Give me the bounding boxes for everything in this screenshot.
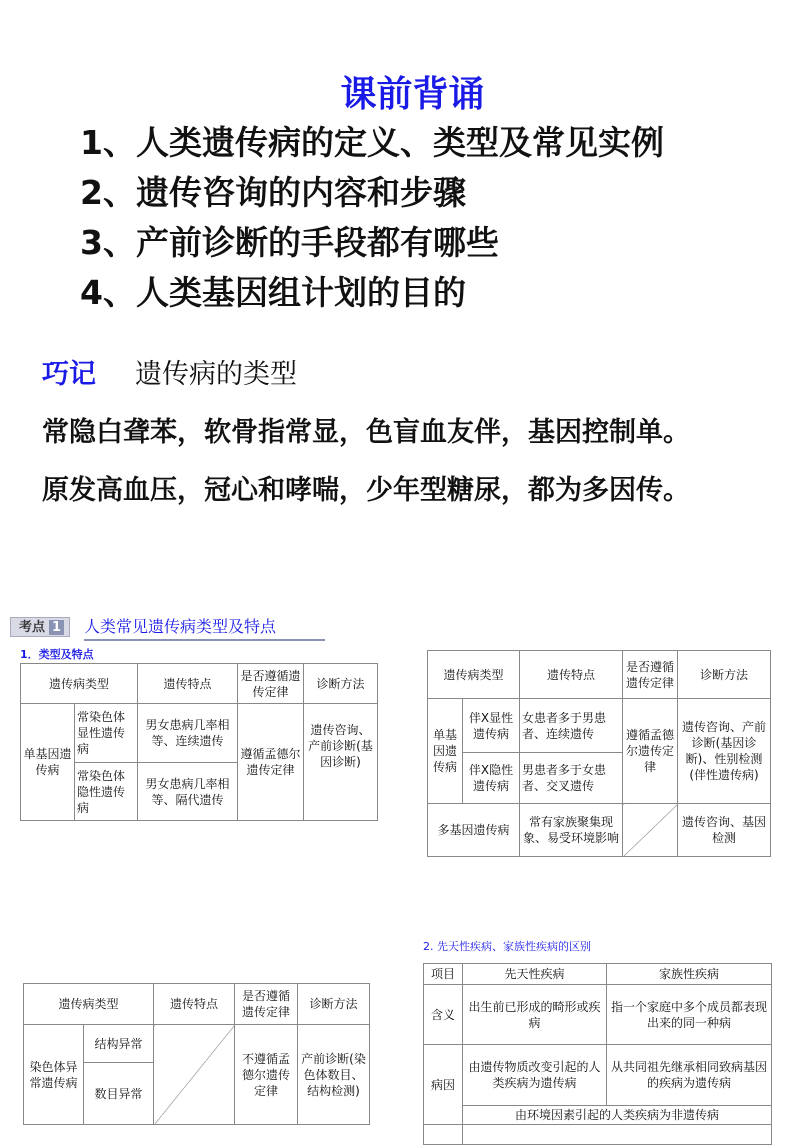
subheading: 1．类型及特点 bbox=[20, 648, 94, 661]
section-title: 人类常见遗传病类型及特点 bbox=[84, 614, 325, 641]
table-cell: 出生前已形成的畸形或疾病 bbox=[463, 985, 607, 1045]
table-header: 遗传病类型 bbox=[428, 651, 520, 699]
table-cell: 伴X显性遗传病 bbox=[463, 699, 520, 753]
table-cell: 常染色体隐性遗传病 bbox=[75, 763, 138, 821]
badge-number: 1 bbox=[49, 620, 64, 635]
rhyme-line: 原发高血压，冠心和哮喘，少年型糖尿，都为多因传。 bbox=[42, 475, 690, 506]
table-cell: 从共同祖先继承相同致病基因的疾病为遗传病 bbox=[607, 1045, 772, 1106]
table-cell: 男女患病几率相等、连续遗传 bbox=[138, 704, 238, 763]
table-cell bbox=[424, 1125, 463, 1145]
table-cell: 产前诊断(染色体数目、结构检测) bbox=[298, 1025, 370, 1125]
list-item: 4、人类基因组计划的目的 bbox=[80, 273, 466, 312]
table-cell: 染色体异常遗传病 bbox=[24, 1025, 84, 1125]
table-header: 是否遵循遗传定律 bbox=[235, 984, 298, 1025]
table-header: 诊断方法 bbox=[678, 651, 771, 699]
table-chromosomal bbox=[23, 983, 370, 1125]
table-header: 遗传特点 bbox=[520, 651, 623, 699]
table-header: 诊断方法 bbox=[298, 984, 370, 1025]
table-header: 是否遵循遗传定律 bbox=[238, 664, 304, 704]
table-cell: 数目异常 bbox=[84, 1063, 154, 1125]
list-item: 1、人类遗传病的定义、类型及常见实例 bbox=[80, 123, 664, 162]
table-cell: 伴X隐性遗传病 bbox=[463, 753, 520, 804]
table-cell bbox=[463, 1125, 772, 1145]
empty-cell bbox=[154, 1025, 235, 1125]
table-cell: 指一个家庭中多个成员都表现出来的同一种病 bbox=[607, 985, 772, 1045]
table-congenital-vs-familial bbox=[423, 963, 772, 1145]
table-cell: 由环境因素引起的人类疾病为非遗传病 bbox=[463, 1106, 772, 1125]
table-single-gene-autosomal bbox=[20, 663, 378, 821]
table-header: 项目 bbox=[424, 964, 463, 985]
table-header: 遗传病类型 bbox=[24, 984, 154, 1025]
table-cell: 遗传咨询、基因检测 bbox=[678, 804, 771, 857]
table-header: 遗传特点 bbox=[154, 984, 235, 1025]
table-header: 先天性疾病 bbox=[463, 964, 607, 985]
tip-topic: 遗传病的类型 bbox=[135, 359, 297, 390]
rhyme-line: 常隐白聋苯，软骨指常显，色盲血友伴，基因控制单。 bbox=[42, 417, 690, 448]
table-header: 遗传特点 bbox=[138, 664, 238, 704]
table-header: 诊断方法 bbox=[304, 664, 378, 704]
badge-label: 考点 bbox=[19, 620, 46, 635]
table-cell: 遗传咨询、产前诊断(基因诊断)、性别检测(伴性遗传病) bbox=[678, 699, 771, 804]
table-header: 家族性疾病 bbox=[607, 964, 772, 985]
table-cell: 常有家族聚集现象、易受环境影响 bbox=[520, 804, 623, 857]
table-header: 遗传病类型 bbox=[21, 664, 138, 704]
subheading: 2. 先天性疾病、家族性疾病的区别 bbox=[423, 940, 591, 953]
table-cell: 多基因遗传病 bbox=[428, 804, 520, 857]
table-cell: 单基因遗传病 bbox=[21, 704, 75, 821]
tip-label: 巧记 bbox=[42, 359, 96, 390]
table-cell: 遵循孟德尔遗传定律 bbox=[238, 704, 304, 821]
table-cell: 不遵循孟德尔遗传定律 bbox=[235, 1025, 298, 1125]
table-cell: 遗传咨询、产前诊断(基因诊断) bbox=[304, 704, 378, 821]
table-cell: 遵循孟德尔遗传定律 bbox=[623, 699, 678, 804]
table-cell: 病因 bbox=[424, 1045, 463, 1125]
table-cell: 由遗传物质改变引起的人类疾病为遗传病 bbox=[463, 1045, 607, 1106]
list-item: 2、遗传咨询的内容和步骤 bbox=[80, 173, 466, 212]
table-cell: 结构异常 bbox=[84, 1025, 154, 1063]
list-item: 3、产前诊断的手段都有哪些 bbox=[80, 223, 499, 262]
table-cell: 男患者多于女患者、交叉遗传 bbox=[520, 753, 623, 804]
table-cell: 男女患病几率相等、隔代遗传 bbox=[138, 763, 238, 821]
page-title: 课前背诵 bbox=[340, 74, 485, 115]
empty-cell bbox=[623, 804, 678, 857]
table-single-gene-x-linked bbox=[427, 650, 771, 857]
table-cell: 单基因遗传病 bbox=[428, 699, 463, 804]
table-cell: 常染色体显性遗传病 bbox=[75, 704, 138, 763]
table-cell: 含义 bbox=[424, 985, 463, 1045]
section-badge bbox=[10, 617, 70, 637]
table-cell: 女患者多于男患者、连续遗传 bbox=[520, 699, 623, 753]
table-header: 是否遵循遗传定律 bbox=[623, 651, 678, 699]
